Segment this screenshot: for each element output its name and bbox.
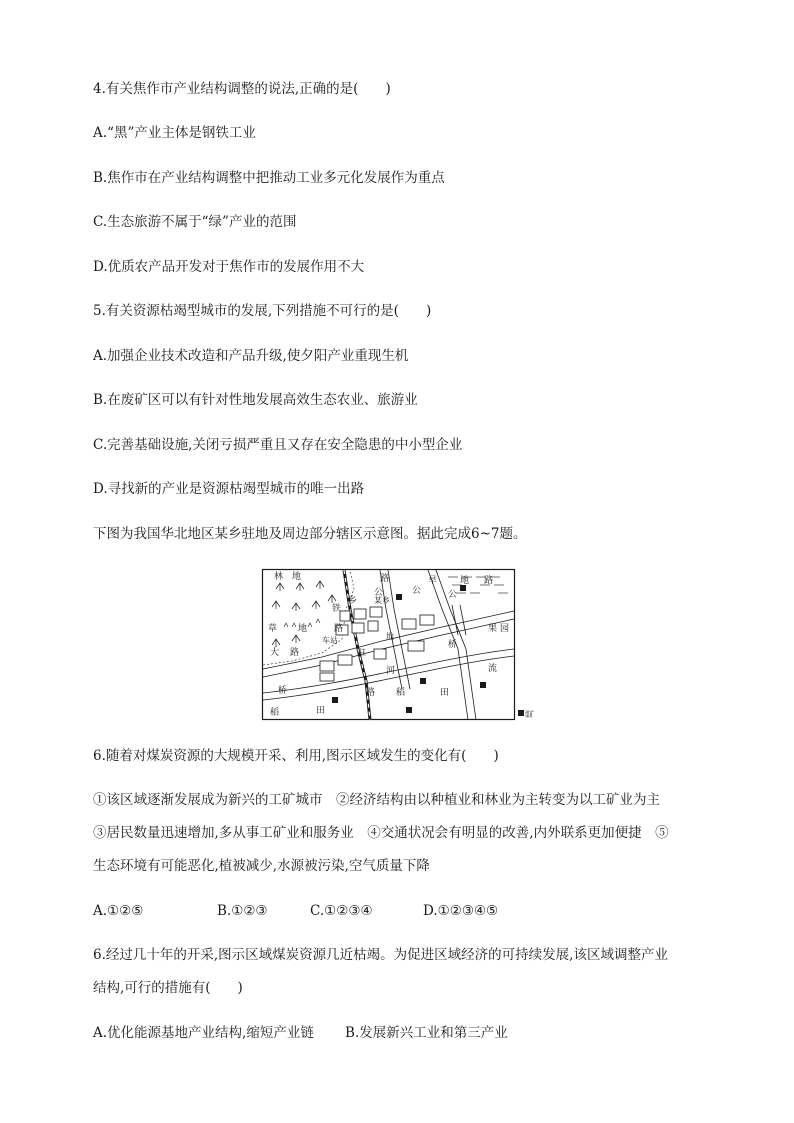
question-6-option-d: D.①②③④⑤ bbox=[423, 903, 499, 919]
label-dry-2: 地 bbox=[460, 576, 470, 586]
question-6-option-a: A.①②⑤ bbox=[93, 903, 144, 919]
question-6-stem: 6.随着对煤炭资源的大规模开采、利用,图示区域发生的变化有( ) bbox=[93, 748, 499, 764]
label-dry-4: 路 bbox=[484, 576, 494, 586]
township-map bbox=[262, 569, 541, 721]
label-xiang: 乡 bbox=[348, 596, 358, 606]
question-6-option-c: C.①②③④ bbox=[310, 903, 373, 919]
label-forest: 林 地 bbox=[274, 572, 302, 582]
question-5-stem: 5.有关资源枯竭型城市的发展,下列措施不可行的是( ) bbox=[93, 303, 432, 319]
label-di: 地 bbox=[386, 632, 394, 641]
label-bridge-right: 桥 bbox=[448, 640, 458, 650]
question-7-stem-line-2: 结构,可行的措施有( ) bbox=[93, 980, 243, 996]
question-5-option-a: A.加强企业技术改造和产品升级,使夕阳产业重现生机 bbox=[93, 348, 409, 364]
label-mouxiang: 某乡 bbox=[374, 596, 390, 605]
label-paddy-5: 田 bbox=[440, 688, 450, 698]
question-6-body-line-2: ③居民数量迅速增加,多从事工矿业和服务业 ④交通状况会有明显的改善,内外联系更加便捷 ⑤ bbox=[93, 825, 669, 841]
township-map-figure bbox=[262, 569, 541, 721]
label-bridge-left: 桥 bbox=[278, 686, 288, 696]
map-frame bbox=[263, 570, 515, 720]
label-dao: 大 bbox=[270, 648, 280, 658]
legend-coal-mine-symbol bbox=[518, 710, 524, 716]
label-paddy-4: 稻 bbox=[396, 688, 406, 698]
label-lu-left: 路 bbox=[290, 648, 300, 658]
question-6-option-b: B.①②③ bbox=[217, 903, 268, 919]
label-river-1: 河 bbox=[386, 666, 396, 676]
question-5-option-b: B.在废矿区可以有针对性地发展高效生态农业、旅游业 bbox=[93, 392, 418, 408]
label-grass-2: 地 bbox=[298, 624, 308, 634]
label-gong-mid: 公 bbox=[412, 586, 422, 596]
label-orchard-2: 园 bbox=[500, 624, 510, 634]
label-dry-1: 旱 bbox=[428, 576, 438, 586]
label-river-2: 流 bbox=[488, 664, 498, 674]
question-5-option-d: D.寻找新的产业是资源枯竭型城市的唯一出路 bbox=[93, 481, 365, 497]
question-6-body-line-3: 生态环境有可能恶化,植被减少,水源被污染,空气质量下降 bbox=[93, 858, 430, 874]
question-7-stem-line-1: 6.经过几十年的开采,图示区域煤炭资源几近枯竭。为促进区域经济的可持续发展,该区域调整产业 bbox=[93, 947, 668, 963]
label-road-top-2: 公 bbox=[374, 588, 384, 598]
label-paddy-2: 田 bbox=[316, 706, 326, 716]
label-paddy-3: 路 bbox=[366, 688, 376, 698]
question-5-option-c: C.完善基础设施,关闭亏损严重且又存在安全隐患的中小型企业 bbox=[93, 437, 463, 453]
question-4-option-b: B.焦作市在产业结构调整中把推动工业多元化发展作为重点 bbox=[93, 170, 445, 186]
label-orchard-1: 果 bbox=[488, 624, 498, 634]
label-dry-3: 公 bbox=[448, 590, 458, 600]
label-tie: 铁 bbox=[332, 604, 342, 614]
question-7-option-b: B.发展新兴工业和第三产业 bbox=[345, 1025, 508, 1041]
label-grass-1: 草 bbox=[268, 624, 278, 634]
question-4-option-d: D.优质农产品开发对于焦作市的发展作用不大 bbox=[93, 259, 365, 275]
question-4-stem: 4.有关焦作市产业结构调整的说法,正确的是( ) bbox=[93, 81, 391, 97]
question-4-option-a: A.“黑”产业主体是钢铁工业 bbox=[93, 125, 256, 141]
question-7-option-a: A.优化能源基地产业结构,缩短产业链 bbox=[93, 1025, 314, 1041]
label-paddy-1: 稻 bbox=[270, 708, 280, 718]
legend-coal-mine-label: 煤矿 bbox=[525, 710, 541, 719]
question-6-body-line-1: ①该区域逐渐发展成为新兴的工矿城市 ②经济结构由以种植业和林业为主转变为以工矿业为主 bbox=[93, 792, 660, 808]
label-station: 车站 bbox=[322, 636, 338, 645]
label-rail-lu: 路 bbox=[334, 624, 344, 634]
question-4-option-c: C.生态旅游不属于“绿”产业的范围 bbox=[93, 214, 297, 230]
map-intro: 下图为我国华北地区某乡驻地及周边部分辖区示意图。据此完成6~7题。 bbox=[93, 526, 527, 542]
label-road-top-1: 路 bbox=[380, 574, 390, 584]
label-zhu: 驻 bbox=[358, 648, 366, 657]
